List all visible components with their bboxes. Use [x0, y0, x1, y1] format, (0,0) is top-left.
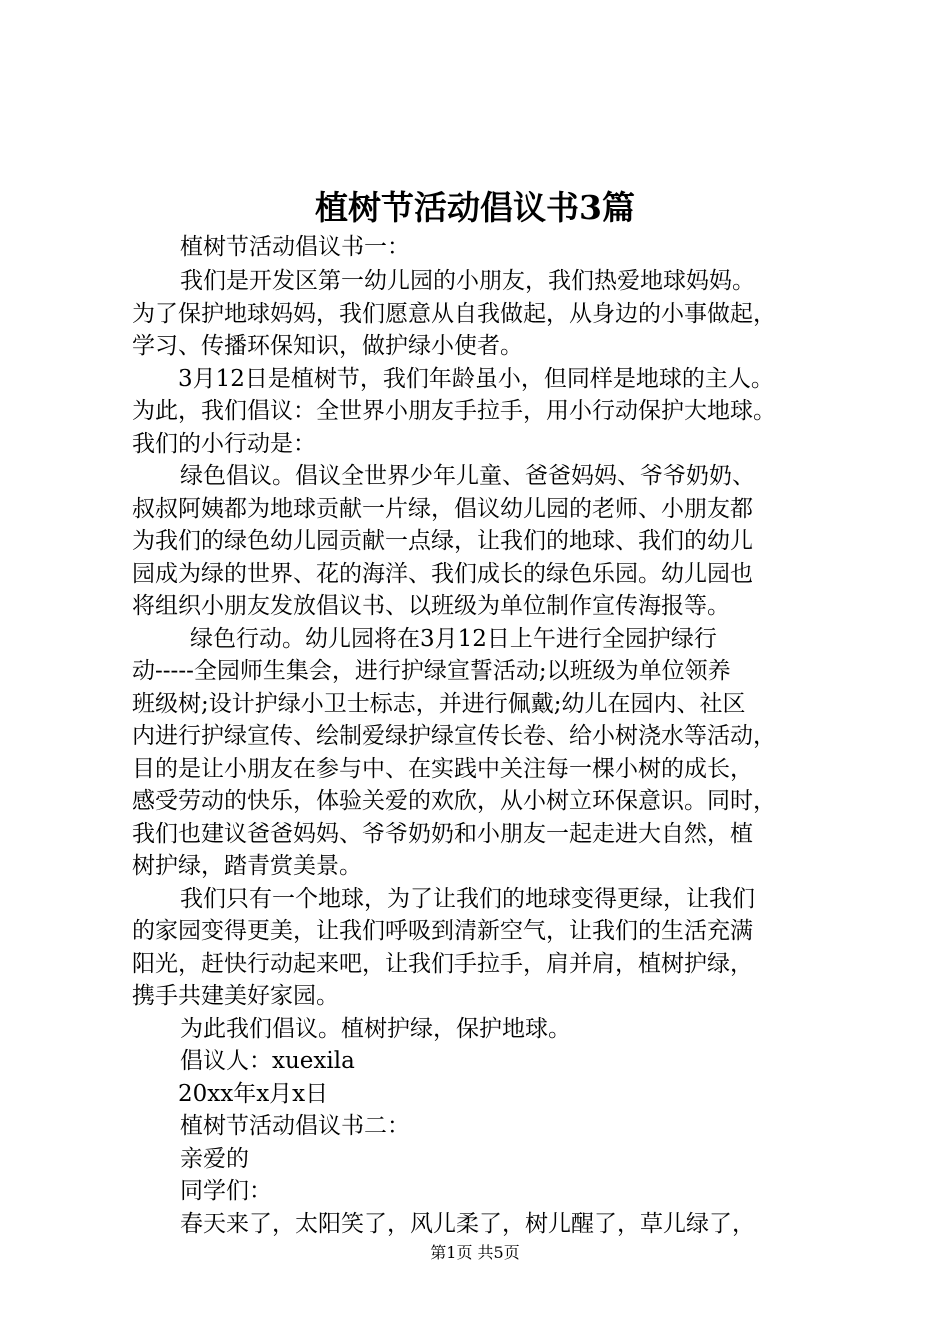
- text-line: 将组织小朋友发放倡议书、以班级为单位制作宣传海报等。: [132, 593, 730, 619]
- text-line: 班级树;设计护绿小卫士标志，并进行佩戴;幼儿在园内、社区: [132, 691, 746, 717]
- text-line: 3月12日是植树节，我们年龄虽小，但同样是地球的主人。: [178, 366, 774, 392]
- text-line: 植树节活动倡议书二：: [180, 1113, 410, 1139]
- text-line: 携手共建美好家园。: [132, 983, 339, 1009]
- text-line: 内进行护绿宣传、绘制爱绿护绿宣传长卷、给小树浇水等活动，: [132, 723, 776, 749]
- text-line: 学习、传播环保知识，做护绿小使者。: [132, 333, 523, 359]
- text-line: 为了保护地球妈妈，我们愿意从自我做起，从身边的小事做起，: [132, 301, 776, 327]
- text-line: 动-----全园师生集会，进行护绿宣誓活动;以班级为单位领养: [132, 658, 731, 684]
- text-line: 植树节活动倡议书一：: [180, 234, 410, 260]
- text-line: 我们是开发区第一幼儿园的小朋友，我们热爱地球妈妈。: [180, 268, 755, 294]
- text-line: 春天来了，太阳笑了，风儿柔了，树儿醒了，草儿绿了，: [180, 1211, 755, 1237]
- text-line: 叔叔阿姨都为地球贡献一片绿，倡议幼儿园的老师、小朋友都: [132, 496, 753, 522]
- text-line: 亲爱的: [180, 1146, 249, 1172]
- page-footer: 第1页 共5页: [430, 1243, 520, 1262]
- text-line: 20xx年x月x日: [178, 1081, 329, 1107]
- text-line: 感受劳动的快乐，体验关爱的欢欣，从小树立环保意识。同时，: [132, 788, 776, 814]
- text-line: 绿色倡议。倡议全世界少年儿童、爸爸妈妈、爷爷奶奶、: [180, 463, 755, 489]
- text-line: 园成为绿的世界、花的海洋、我们成长的绿色乐园。幼儿园也: [132, 561, 753, 587]
- text-line: 为此，我们倡议：全世界小朋友手拉手，用小行动保护大地球。: [132, 398, 776, 424]
- text-line: 树护绿，踏青赏美景。: [132, 853, 362, 879]
- text-line: 我们的小行动是：: [132, 431, 316, 457]
- page-title: 植树节活动倡议书3篇: [315, 188, 635, 227]
- text-line: 同学们：: [180, 1178, 272, 1204]
- text-line: 绿色行动。幼儿园将在3月12日上午进行全园护绿行: [190, 626, 717, 652]
- text-line: 为我们的绿色幼儿园贡献一点绿，让我们的地球、我们的幼儿: [132, 528, 753, 554]
- text-line: 我们只有一个地球，为了让我们的地球变得更绿，让我们: [180, 886, 755, 912]
- text-line: 的家园变得更美，让我们呼吸到清新空气，让我们的生活充满: [132, 918, 753, 944]
- text-line: 目的是让小朋友在参与中、在实践中关注每一棵小树的成长，: [132, 756, 753, 782]
- text-line: 为此我们倡议。植树护绿，保护地球。: [180, 1016, 571, 1042]
- text-line: 阳光，赶快行动起来吧，让我们手拉手，肩并肩，植树护绿，: [132, 951, 753, 977]
- text-line: 我们也建议爸爸妈妈、爷爷奶奶和小朋友一起走进大自然，植: [132, 821, 753, 847]
- text-line: 倡议人：xuexila: [180, 1048, 355, 1074]
